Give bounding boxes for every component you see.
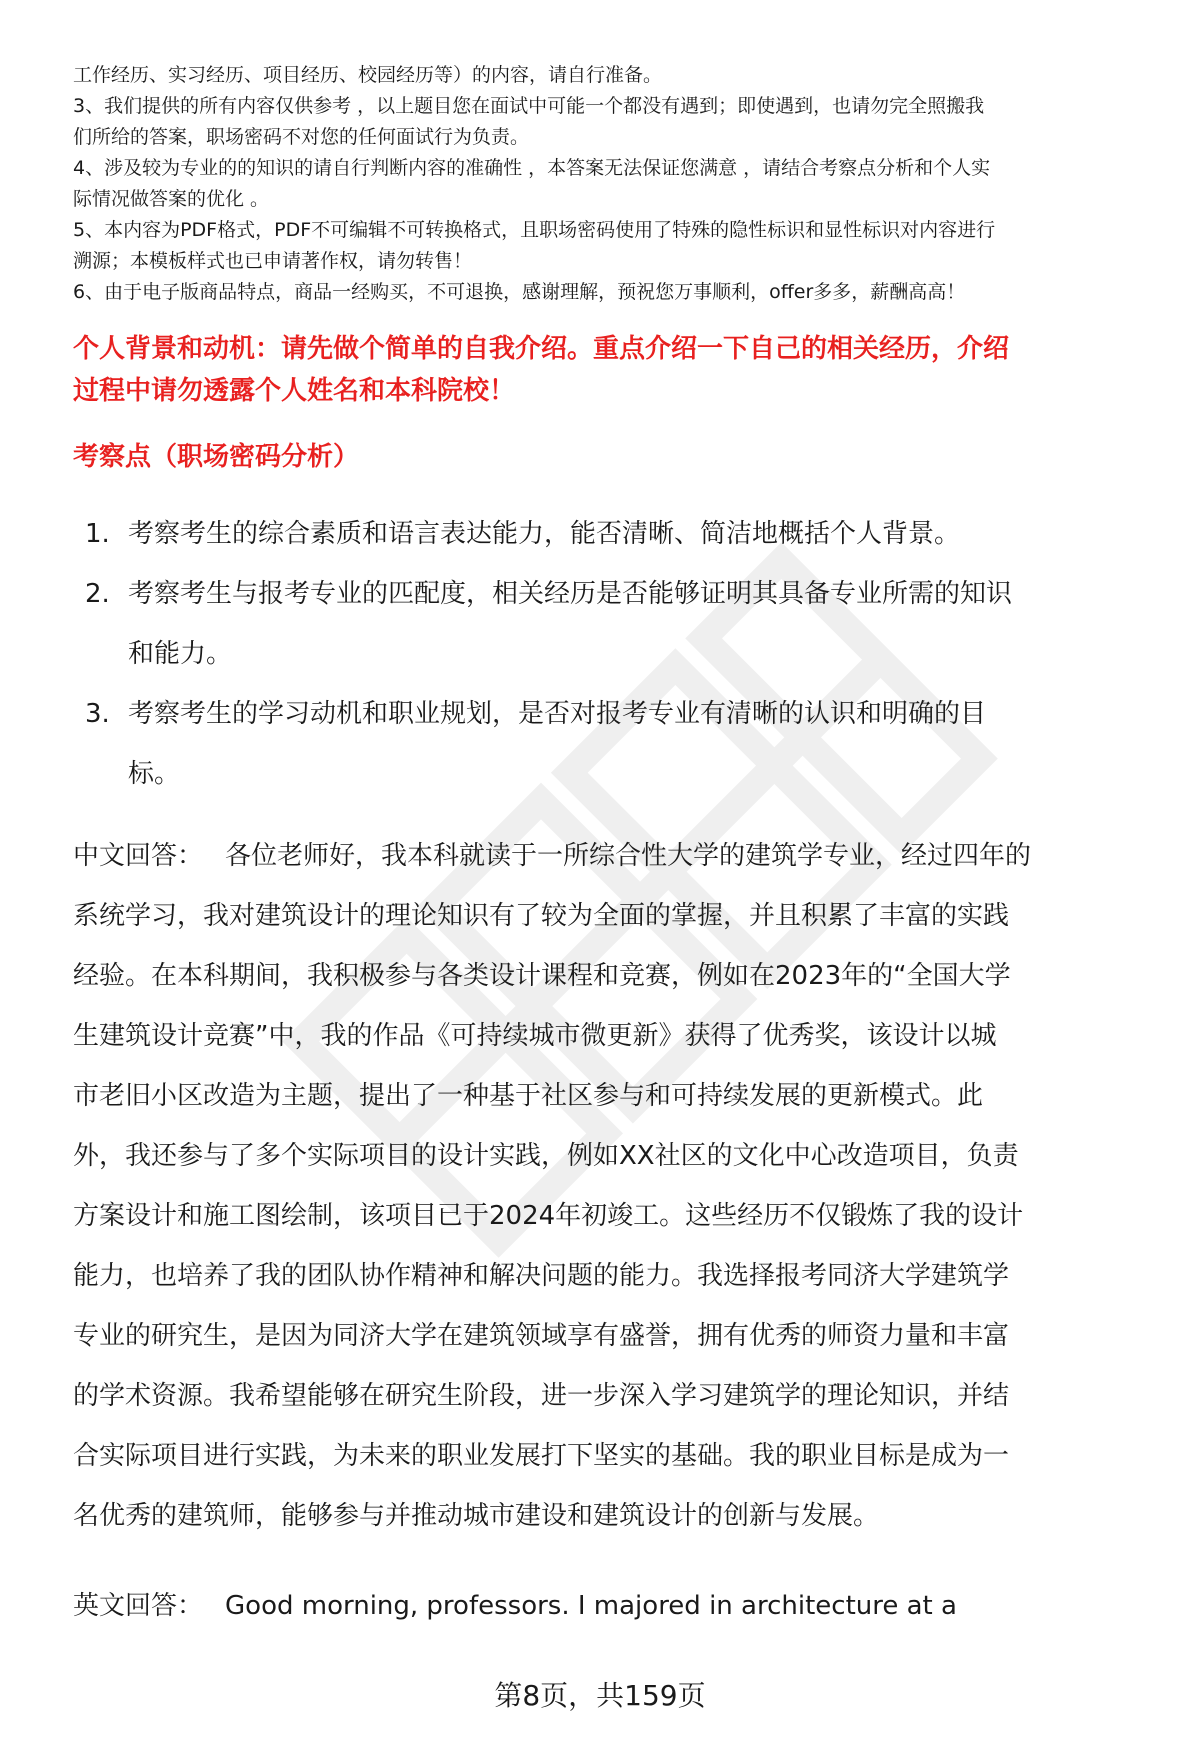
chinese-answer [73,826,1163,1546]
point-text: 考察考生的综合素质和语言表达能力，能否清晰、简洁地概括个人背景。 [128,519,961,549]
notice-line: 5、本内容为PDF格式，PDF不可编辑不可转换格式，且职场密码使用了特殊的隐性标识和显性标识对内容进行 [73,219,996,241]
notice-section [73,60,1163,308]
point-text: 考察考生的学习动机和职业规划，是否对报考专业有清晰的认识和明确的目 [128,699,987,729]
english-answer-label: 英文回答： [73,1591,204,1621]
chinese-answer-label: 中文回答： [73,841,204,871]
answer-line: 合实际项目进行实践，为未来的职业发展打下坚实的基础。我的职业目标是成为一 [73,1441,1010,1471]
page-number: 第8页，共159页 [494,1679,706,1712]
notice-line: 工作经历、实习经历、项目经历、校园经历等）的内容，请自行准备。 [73,64,663,86]
notice-line: 6、由于电子版商品特点，商品一经购买，不可退换，感谢理解，预祝您万事顺利，offer多多，薪酬高高！ [73,281,966,303]
analysis-point [73,504,1163,564]
notice-line: 4、涉及较为专业的的知识的请自行判断内容的准确性 ，本答案无法保证您满意 ，请结合考察点分析和个人实 [73,157,991,179]
notice-line: 际情况做答案的优化 。 [73,188,270,210]
notice-line: 3、我们提供的所有内容仅供参考 ，以上题目您在面试中可能一个都没有遇到；即使遇到，也请勿完全照搬我 [73,95,985,117]
analysis-heading: 考察点（职场密码分析） [73,442,360,472]
answer-line: 方案设计和施工图绘制，该项目已于2024年初竣工。这些经历不仅锻炼了我的设计 [73,1201,1024,1231]
document-page [73,60,1163,1636]
answer-line: 系统学习，我对建筑设计的理论知识有了较为全面的掌握，并且积累了丰富的实践 [73,901,1010,931]
question-heading-line: 个人背景和动机：请先做个简单的自我介绍。重点介绍一下自己的相关经历，介绍 [73,334,1010,364]
analysis-point [73,684,1163,804]
answer-line: 专业的研究生，是因为同济大学在建筑领域享有盛誉，拥有优秀的师资力量和丰富 [73,1321,1010,1351]
point-number: 1. [85,519,110,549]
analysis-point [73,564,1163,684]
english-answer [73,1576,1163,1636]
point-text: 和能力。 [128,639,233,669]
answer-line: 能力，也培养了我的团队协作精神和解决问题的能力。我选择报考同济大学建筑学 [73,1261,1010,1291]
question-heading [73,328,1163,412]
point-number: 2. [85,579,110,609]
answer-line: 经验。在本科期间，我积极参与各类设计课程和竞赛，例如在2023年的“全国大学 [73,961,1011,991]
answer-text: 各位老师好，我本科就读于一所综合性大学的建筑学专业，经过四年的 [225,841,1032,871]
notice-line: 们所给的答案，职场密码不对您的任何面试行为负责。 [73,126,530,148]
notice-line: 溯源；本模板样式也已申请著作权，请勿转售！ [73,250,473,272]
point-number: 3. [85,699,110,729]
answer-line [73,826,1163,886]
answer-line: 名优秀的建筑师，能够参与并推动城市建设和建筑设计的创新与发展。 [73,1501,880,1531]
answer-line: 生建筑设计竞赛”中，我的作品《可持续城市微更新》获得了优秀奖，该设计以城 [73,1021,997,1051]
answer-line: 市老旧小区改造为主题，提出了一种基于社区参与和可持续发展的更新模式。此 [73,1081,984,1111]
english-answer-text: Good morning, professors. I majored in architecture at a [225,1591,957,1621]
point-text: 标。 [128,759,181,789]
point-text: 考察考生与报考专业的匹配度，相关经历是否能够证明其具备专业所需的知识 [128,579,1013,609]
question-heading-line: 过程中请勿透露个人姓名和本科院校！ [73,376,516,406]
analysis-points-list [73,504,1163,804]
answer-line: 外，我还参与了多个实际项目的设计实践，例如XX社区的文化中心改造项目，负责 [73,1141,1019,1171]
answer-line: 的学术资源。我希望能够在研究生阶段，进一步深入学习建筑学的理论知识，并结 [73,1381,1010,1411]
